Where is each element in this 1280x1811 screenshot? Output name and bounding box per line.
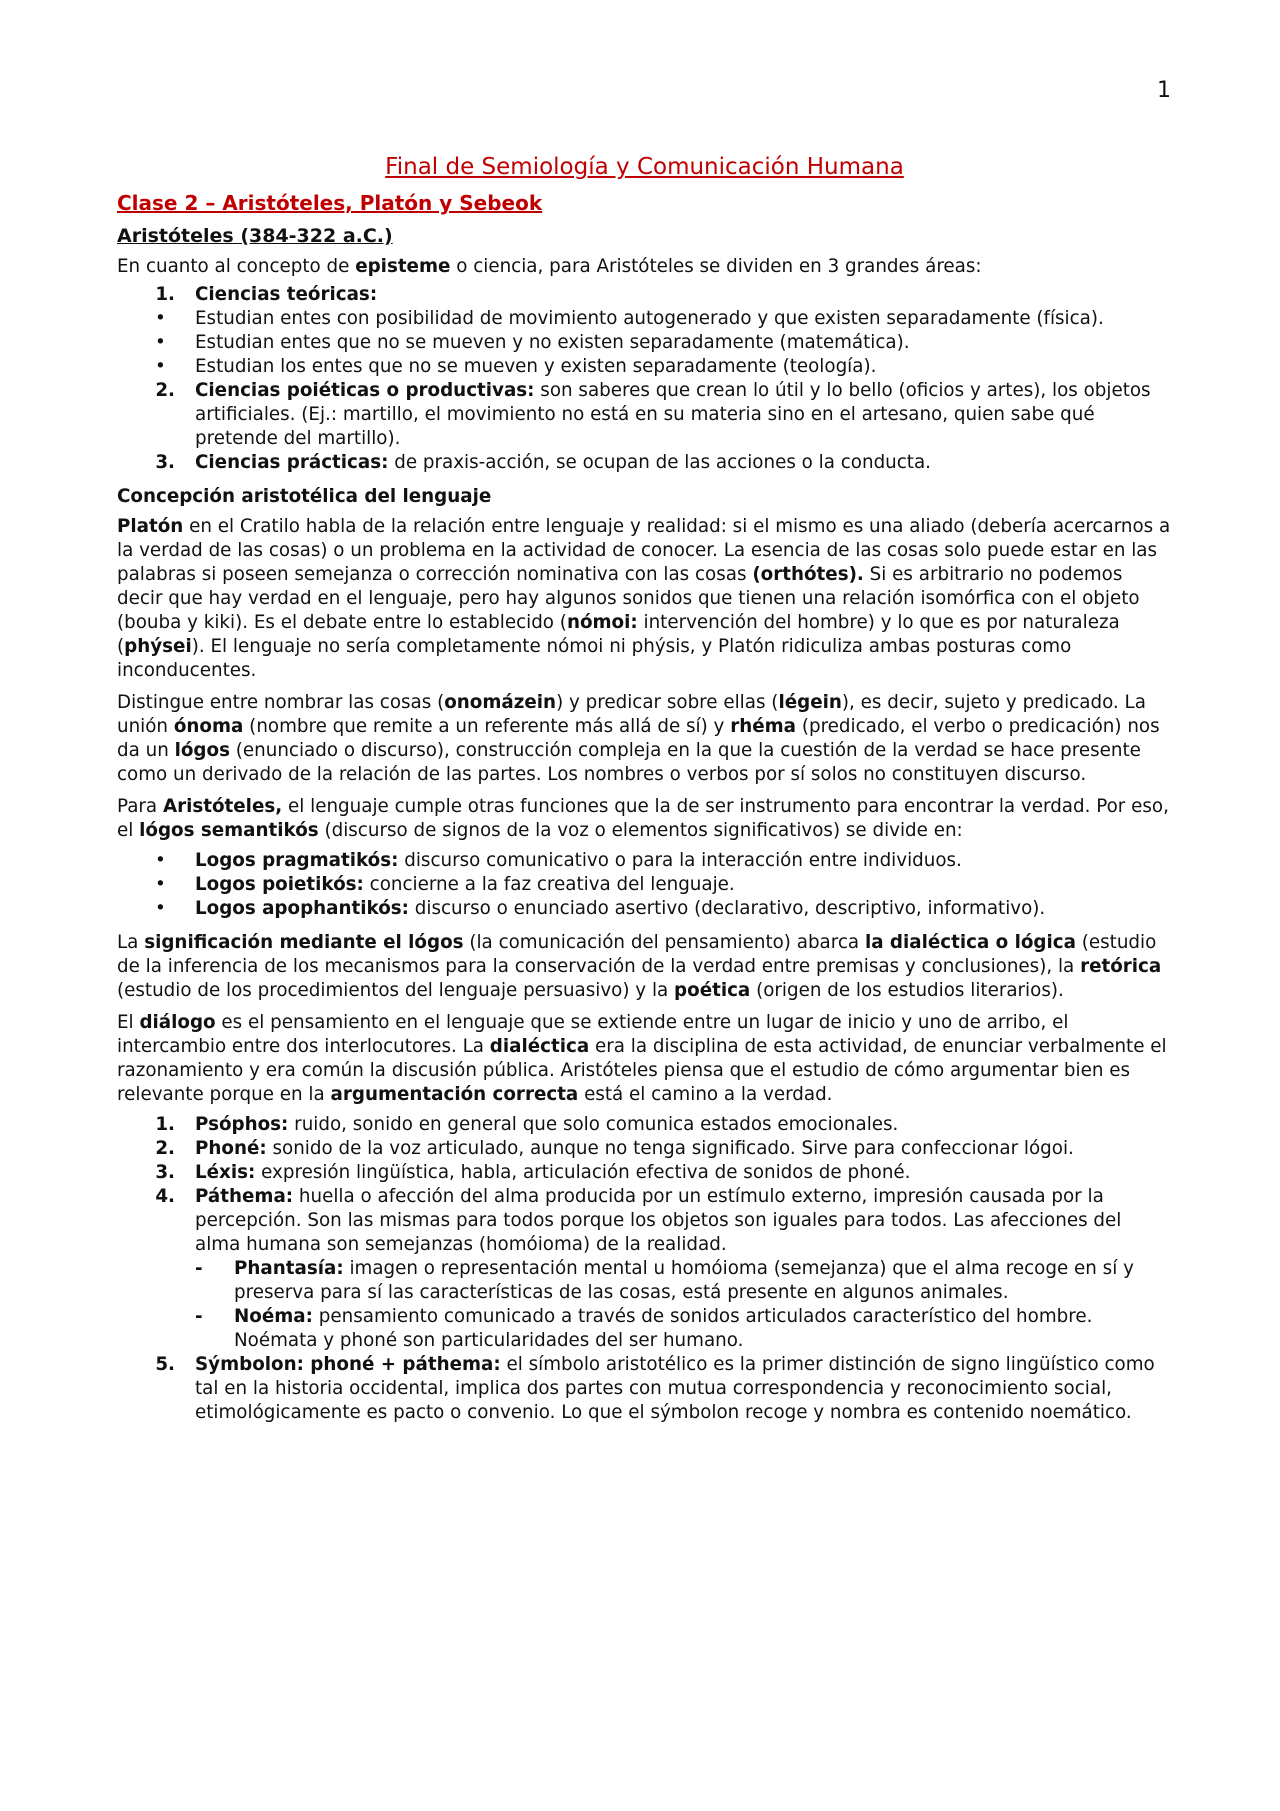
list-number: 3. (155, 452, 175, 473)
text-run: Estudian entes que no se mueven y no existen separadamente (matemática). (195, 332, 910, 353)
bullet-item (117, 849, 1172, 873)
bold-term: Phantasía: (234, 1258, 344, 1279)
paragraph-platon (117, 515, 1172, 683)
dash-item (117, 1257, 1172, 1305)
document-title: Final de Semiología y Comunicación Humana (385, 154, 904, 180)
bold-term: Sýmbolon: phoné + páthema: (195, 1354, 501, 1375)
text-run: (enunciado o discurso), construcción compleja en la que la cuestión de la verdad se hace presente como un derivado de la relación de las partes. Los nombres o verbos por sí solos no constituyen discurso. (117, 740, 1141, 785)
list-item (117, 451, 1172, 475)
bold-term: Aristóteles, (162, 796, 283, 817)
list-item (117, 1185, 1172, 1257)
text-run: discurso comunicativo o para la interacción entre individuos. (398, 850, 962, 871)
bullet-icon: • (155, 898, 166, 919)
page-number: 1 (1157, 78, 1171, 103)
text-run: ruido, sonido en general que solo comunica estados emocionales. (288, 1114, 899, 1135)
bullet-icon: • (155, 356, 166, 377)
text-run: El (117, 1012, 140, 1033)
bullet-item (117, 307, 1172, 331)
bold-term: rhéma (730, 716, 797, 737)
text-run: ) y predicar sobre ellas ( (556, 692, 779, 713)
dash-item (117, 1305, 1172, 1353)
bold-term: Logos poietikós: (195, 874, 364, 895)
text-run: son saberes que crean lo útil y lo bello (oficios y artes), los objetos artificiales. (Ej.: martillo, el movimiento no está en su materia sino en el artesano, quien sabe qué pretende del martillo). (195, 380, 1151, 449)
text-run: Distingue entre nombrar las cosas ( (117, 692, 445, 713)
bold-term: poética (674, 980, 751, 1001)
bold-term: diálogo (139, 1012, 216, 1033)
paragraph-aristoteles (117, 795, 1172, 843)
bold-term: légein (778, 692, 842, 713)
bold-term: lógos (174, 740, 230, 761)
subsection-title: Aristóteles (384-322 a.C.) (117, 225, 393, 247)
text-run: imagen o representación mental u homóioma (semejanza) que el alma recoge en sí y preserva para sí las características de las cosas, está presente en algunos animales. (234, 1258, 1134, 1303)
list-number: 3. (155, 1162, 175, 1183)
text-run: (predicado, el verbo o predicación) nos da un (117, 716, 1160, 761)
bold-term: Páthema: (195, 1186, 294, 1207)
document-body (117, 152, 1172, 1425)
text-run: La (117, 932, 145, 953)
bullet-icon: • (155, 874, 166, 895)
list-number: 1. (155, 284, 175, 305)
list-number: 1. (155, 1114, 175, 1135)
text-run: intervención del hombre) y lo que es por naturaleza ( (117, 612, 1120, 657)
bold-term: ónoma (173, 716, 244, 737)
bold-term: Ciencias poiéticas o productivas: (195, 380, 535, 401)
sonidos-list (117, 1113, 1172, 1425)
paragraph-significacion (117, 931, 1172, 1003)
text-run: o ciencia, para Aristóteles se dividen en 3 grandes áreas: (450, 256, 982, 277)
text-run: Para (117, 796, 163, 817)
bullet-item (117, 355, 1172, 379)
paragraph-onoma (117, 691, 1172, 787)
text-run: en el Cratilo habla de la relación entre lenguaje y realidad: si el mismo es una aliado (debería acercarnos a la verdad de las cosas) o un problema en la actividad de conocer. La esencia de las cosas solo puede estar en las palabras si poseen semejanza o corrección nominativa con las cosas (117, 516, 1171, 585)
bold-term: onomázein (444, 692, 557, 713)
text-run: En cuanto al concepto de (117, 256, 356, 277)
bold-term: lógos semantikós (139, 820, 319, 841)
bold-term: Noéma: (234, 1306, 313, 1327)
text-run: está el camino a la verdad. (578, 1084, 833, 1105)
list-number: 2. (155, 1138, 175, 1159)
bold-term: (orthótes). (752, 564, 864, 585)
text-run: (la comunicación del pensamiento) abarca (463, 932, 865, 953)
bold-term: dialéctica (489, 1036, 590, 1057)
text-run: discurso o enunciado asertivo (declarativo, descriptivo, informativo). (408, 898, 1046, 919)
text-run: (estudio de los procedimientos del lenguaje persuasivo) y la (117, 980, 675, 1001)
text-run: ), es decir, sujeto y predicado. La unión (117, 692, 1146, 737)
text-run: Si es arbitrario no podemos decir que hay verdad en el lenguaje, pero hay algunos sonidos que tienen una relación isomórfica con el objeto (bouba y kiki). Es el debate entre lo establecido ( (117, 564, 1140, 633)
text-run: de praxis-acción, se ocupan de las acciones o la conducta. (388, 452, 931, 473)
bold-term: Ciencias teóricas: (195, 284, 378, 305)
list-item (117, 379, 1172, 451)
concepcion-heading: Concepción aristotélica del lenguaje (117, 486, 492, 507)
bold-term: argumentación correcta (330, 1084, 579, 1105)
dash-icon: - (195, 1258, 203, 1279)
text-run: era la disciplina de esta actividad, de enunciar verbalmente el razonamiento y era común la discusión pública. Aristóteles piensa que el estudio de cómo argumentar bien es relevante porque en la (117, 1036, 1167, 1105)
bold-term: Logos pragmatikós: (195, 850, 399, 871)
bold-term: la dialéctica o lógica (864, 932, 1076, 953)
bold-term: Logos apophantikós: (195, 898, 409, 919)
text-run: (estudio de la inferencia de los mecanismos para la conservación de la verdad entre premisas y conclusiones), la (117, 932, 1157, 977)
bold-term: Psóphos: (195, 1114, 289, 1135)
list-item (117, 283, 1172, 307)
bold-term: Phoné: (195, 1138, 267, 1159)
bullet-icon: • (155, 332, 166, 353)
bold-term: retórica (1080, 956, 1162, 977)
list-number: 4. (155, 1186, 175, 1207)
bullet-item (117, 331, 1172, 355)
text-run: el lenguaje cumple otras funciones que la de ser instrumento para encontrar la verdad. Por eso, el (117, 796, 1169, 841)
bold-term: episteme (355, 256, 451, 277)
bold-term: nómoi: (566, 612, 638, 633)
text-run: sonido de la voz articulado, aunque no tenga significado. Sirve para confeccionar lógoi. (266, 1138, 1074, 1159)
ciencias-list (117, 283, 1172, 475)
paragraph-dialogo (117, 1011, 1172, 1107)
bullet-item (117, 897, 1172, 921)
list-item (117, 1161, 1172, 1185)
text-run: es el pensamiento en el lenguaje que se extiende entre un lugar de inicio y uno de arribo, el intercambio entre dos interlocutores. La (117, 1012, 1069, 1057)
text-run: Estudian entes con posibilidad de movimiento autogenerado y que existen separadamente (física). (195, 308, 1104, 329)
text-run: huella o afección del alma producida por un estímulo externo, impresión causada por la percepción. Son las mismas para todos porque los objetos son iguales para todos. Las afecciones del alma humana son semejanzas (homóioma) de la realidad. (195, 1186, 1122, 1255)
text-run: (origen de los estudios literarios). (750, 980, 1064, 1001)
section-title: Clase 2 – Aristóteles, Platón y Sebeok (117, 191, 543, 215)
bold-term: significación mediante el lógos (144, 932, 464, 953)
list-item (117, 1113, 1172, 1137)
text-run: concierne a la faz creativa del lenguaje. (363, 874, 735, 895)
list-number: 5. (155, 1354, 175, 1375)
list-item (117, 1137, 1172, 1161)
bullet-icon: • (155, 850, 166, 871)
text-run: pensamiento comunicado a través de sonidos articulados característico del hombre. Noémata y phoné son particularidades del ser humano. (234, 1306, 1093, 1351)
text-run: expresión lingüística, habla, articulación efectiva de sonidos de phoné. (255, 1162, 911, 1183)
bold-term: phýsei (124, 636, 192, 657)
bold-term: Platón (117, 516, 184, 537)
text-run: ). El lenguaje no sería completamente nómoi ni phýsis, y Platón ridiculiza ambas posturas como inconducentes. (117, 636, 1072, 681)
bold-term: Ciencias prácticas: (195, 452, 389, 473)
text-run: Estudian los entes que no se mueven y existen separadamente (teología). (195, 356, 877, 377)
bold-term: Léxis: (195, 1162, 256, 1183)
bullet-icon: • (155, 308, 166, 329)
list-number: 2. (155, 380, 175, 401)
text-run: (discurso de signos de la voz o elementos significativos) se divide en: (318, 820, 963, 841)
text-run: (nombre que remite a un referente más allá de sí) y (243, 716, 731, 737)
logos-list (117, 849, 1172, 921)
intro-paragraph (117, 255, 1172, 279)
list-item (117, 1353, 1172, 1425)
dash-icon: - (195, 1306, 203, 1327)
bullet-item (117, 873, 1172, 897)
text-run: el símbolo aristotélico es la primer distinción de signo lingüístico como tal en la historia occidental, implica dos partes con mutua correspondencia y reconocimiento social, etimológicamente es pacto o convenio. Lo que el sýmbolon recoge y nombra es contenido noemático. (195, 1354, 1155, 1423)
